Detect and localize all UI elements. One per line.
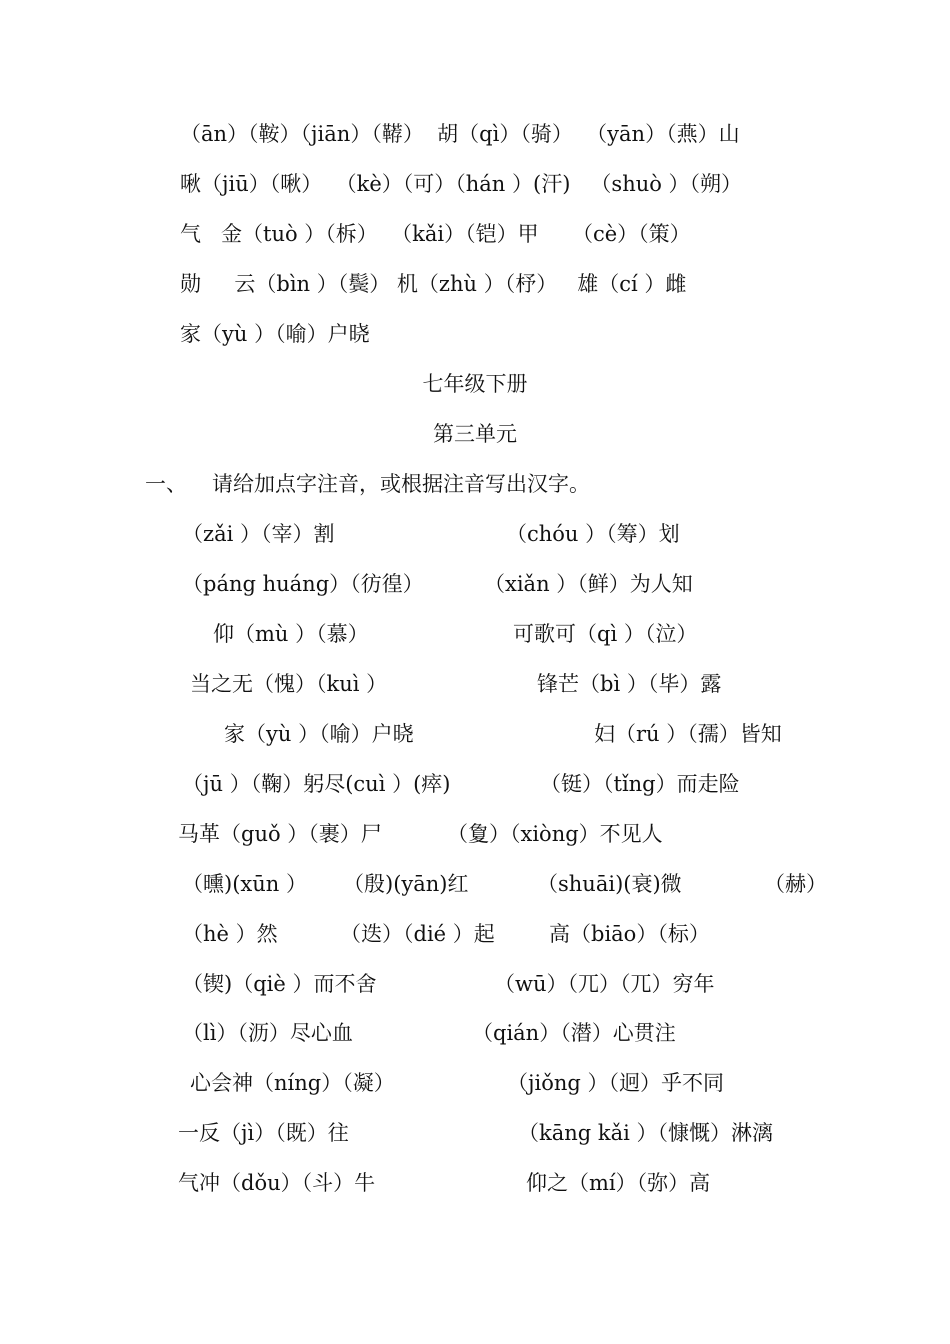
top-line-5: 家（yù ）（喻）户晓 — [180, 322, 370, 346]
row-11-right: （qián）（潜）心贯注 — [472, 1021, 676, 1045]
unit-title: 第三单元 — [433, 422, 517, 446]
row-8-left: （曛)(xūn ） — [182, 872, 307, 896]
row-13-right: （kāng kǎi ）（慷慨）淋漓 — [518, 1121, 774, 1145]
row-8-right: （shuāi)(衰)微 — [537, 872, 682, 896]
row-10-left: （锲)（qiè ）而不舍 — [182, 972, 377, 996]
row-2-left: （páng huáng）（彷徨） — [182, 572, 424, 596]
row-4-right: 锋芒（bì ）（毕）露 — [537, 672, 722, 696]
row-3-right: 可歌可（qì ）（泣） — [513, 622, 698, 646]
row-14-left: 气冲（dǒu）（斗）牛 — [178, 1171, 376, 1195]
row-9-left: （hè ）然 — [182, 922, 278, 946]
row-11-left: （lì）（沥）尽心血 — [182, 1021, 353, 1045]
question-number: 一、 — [145, 472, 187, 496]
row-5-right: 妇（rú ）（孺）皆知 — [594, 722, 782, 746]
book-title: 七年级下册 — [422, 372, 528, 396]
row-6-left: （jū ）（鞠）躬尽(cuì ）(瘁) — [182, 772, 451, 796]
row-7-left: 马革（guǒ ）（裹）尸 — [178, 822, 382, 846]
row-12-right: （jiǒng ）（迥）乎不同 — [507, 1071, 725, 1095]
row-8-mid: （殷)(yān)红 — [343, 872, 469, 896]
question-text: 请给加点字注音，或根据注音写出汉字。 — [212, 472, 590, 496]
row-10-right: （wū）（兀）（兀）穷年 — [494, 972, 715, 996]
row-7-right: （夐）（xiòng）不见人 — [447, 822, 663, 846]
top-line-2: 啾（jiū）（啾） （kè）（可）（hán ）(汗) （shuò ）（朔） — [180, 172, 743, 196]
row-9-right: 高（biāo）（标） — [549, 922, 710, 946]
row-6-right: （铤）（tǐng）而走险 — [540, 772, 740, 796]
row-3-left: 仰（mù ）（慕） — [213, 622, 369, 646]
row-5-left: 家（yù ）（喻）户晓 — [224, 722, 414, 746]
row-13-left: 一反（jì）（既）往 — [178, 1121, 349, 1145]
top-line-3: 气 金（tuò ）（柝） （kǎi）（铠）甲 （cè）（策） — [180, 222, 691, 246]
top-line-1: （ān）（鞍）（jiān）（鞯） 胡（qì）（骑） （yān）（燕）山 — [180, 122, 740, 146]
row-1-right: （chóu ）（筹）划 — [506, 522, 680, 546]
row-14-right: 仰之（mí）（弥）高 — [526, 1171, 711, 1195]
row-2-right: （xiǎn ）（鲜）为人知 — [484, 572, 693, 596]
row-8-far: （赫） — [764, 872, 827, 896]
row-1-left: （zǎi ）（宰）割 — [182, 522, 335, 546]
row-4-left: 当之无（愧）（kuì ） — [190, 672, 388, 696]
row-12-left: 心会神（níng）（凝） — [190, 1071, 395, 1095]
row-9-mid: （迭）（dié ）起 — [340, 922, 495, 946]
top-line-4: 勋 云（bìn ）（鬓） 机（zhù ）（杼） 雄（cí ）雌 — [180, 272, 687, 296]
